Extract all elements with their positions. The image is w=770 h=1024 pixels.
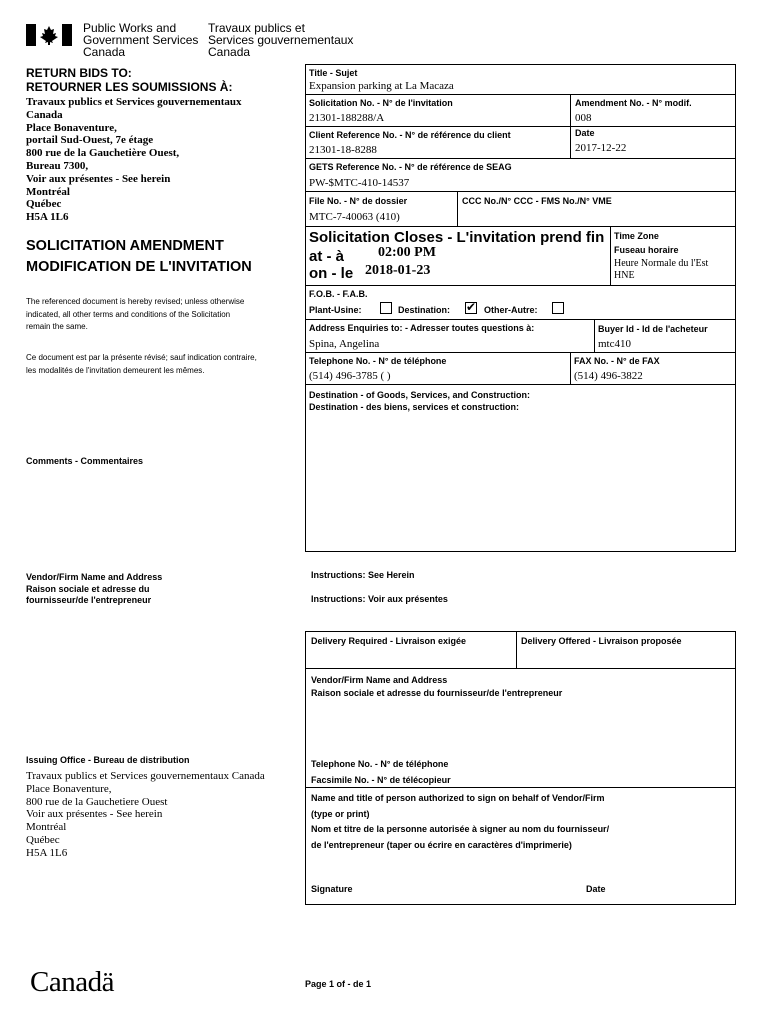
signature-date-label: Date bbox=[586, 884, 606, 894]
destination-checkbox[interactable] bbox=[465, 302, 477, 314]
issuing-office-label: Issuing Office - Bureau de distribution bbox=[26, 755, 190, 765]
ccc-number-label: CCC No./N° CCC - FMS No./N° VME bbox=[462, 196, 612, 206]
notice-english: The referenced document is hereby revised; unless otherwise indicated, all other terms and conditions of the Solicitation remain the same. bbox=[26, 297, 245, 331]
instructions-en: Instructions: See Herein bbox=[311, 570, 415, 580]
vendor-firm-label-right: Vendor/Firm Name and Address Raison sociale et adresse du fournisseur/de l'entrepreneur bbox=[311, 675, 563, 698]
notice-french: Ce document est par la présente révisé; sauf indication contraire, les modalités de l'invitation demeurent les mêmes. bbox=[26, 353, 257, 375]
time-zone-label: Time Zone Fuseau horaire bbox=[614, 231, 679, 255]
amendment-number-label: Amendment No. - N° modif. bbox=[575, 98, 692, 108]
solicitation-closes-label: Solicitation Closes - L'invitation prend fin bbox=[309, 229, 605, 246]
canada-wordmark-logo: Canadä bbox=[30, 966, 114, 998]
gets-reference-label: GETS Reference No. - N° de référence de SEAG bbox=[309, 162, 512, 172]
vendor-telephone-label: Telephone No. - N° de téléphone bbox=[311, 759, 449, 769]
closing-time-value: 02:00 PM bbox=[378, 245, 436, 260]
telephone-value: (514) 496-3785 ( ) bbox=[309, 370, 391, 382]
fax-value: (514) 496-3822 bbox=[574, 370, 643, 382]
delivery-required-label: Delivery Required - Livraison exigée bbox=[311, 636, 467, 646]
solicitation-number-value: 21301-188288/A bbox=[309, 112, 385, 124]
authorized-person-label: Name and title of person authorized to sign on behalf of Vendor/Firm (type or print) Nom et titre de la personne autorisée à signer au nom du fournisseur/ de l'entrepreneur (taper ou écrire en caractères d'imprimerie) bbox=[311, 793, 610, 850]
check-mark-icon: ✔ bbox=[466, 300, 477, 314]
signature-label: Signature bbox=[311, 884, 353, 894]
title-value: Expansion parking at La Macaza bbox=[309, 80, 454, 92]
destination-goods-label: Destination - of Goods, Services, and Construction: Destination - des biens, services et construction: bbox=[309, 390, 531, 412]
on-label: on - le bbox=[309, 265, 354, 282]
amendment-number-value: 008 bbox=[575, 112, 592, 124]
vendor-facsimile-label: Facsimile No. - N° de télécopieur bbox=[311, 775, 451, 785]
other-autre-label: Other-Autre: bbox=[484, 305, 538, 315]
address-enquiries-value: Spina, Angelina bbox=[309, 338, 380, 350]
plant-usine-label: Plant-Usine: bbox=[309, 305, 362, 315]
solicitation-number-label: Solicitation No. - N° de l'invitation bbox=[309, 98, 453, 108]
file-number-label: File No. - N° de dossier bbox=[309, 196, 408, 206]
buyer-id-label: Buyer Id - Id de l'acheteur bbox=[598, 324, 708, 334]
telephone-label: Telephone No. - N° de téléphone bbox=[309, 356, 447, 366]
department-name-fr: Travaux publics et Services gouvernementaux Canada bbox=[208, 21, 354, 59]
gets-reference-value: PW-$MTC-410-14537 bbox=[309, 177, 410, 189]
fob-label: F.O.B. - F.A.B. bbox=[309, 289, 368, 299]
date-label: Date bbox=[575, 128, 595, 138]
instructions-fr: Instructions: Voir aux présentes bbox=[311, 594, 448, 604]
buyer-id-value: mtc410 bbox=[598, 338, 631, 350]
other-autre-checkbox[interactable] bbox=[552, 302, 564, 314]
date-value: 2017-12-22 bbox=[575, 142, 627, 154]
destination-fob-label: Destination: bbox=[398, 305, 451, 315]
comments-label: Comments - Commentaires bbox=[26, 456, 144, 466]
page-number: Page 1 of - de 1 bbox=[305, 979, 372, 989]
fax-label: FAX No. - N° de FAX bbox=[574, 356, 660, 366]
time-zone-value: Heure Normale du l'Est HNE bbox=[614, 258, 709, 281]
return-bids-heading: RETURN BIDS TO: RETOURNER LES SOUMISSIONS À: bbox=[26, 66, 233, 94]
client-reference-value: 21301-18-8288 bbox=[309, 144, 377, 156]
canada-flag-icon bbox=[26, 24, 72, 46]
closing-date-value: 2018-01-23 bbox=[365, 263, 431, 278]
client-reference-label: Client Reference No. - N° de référence du client bbox=[309, 130, 511, 140]
delivery-offered-label: Delivery Offered - Livraison proposée bbox=[521, 636, 682, 646]
vendor-firm-label-left: Vendor/Firm Name and Address Raison sociale et adresse du fournisseur/de l'entrepreneur bbox=[26, 572, 163, 605]
issuing-office-address: Travaux publics et Services gouvernementaux Canada Place Bonaventure, 800 rue de la Gauchetiere Ouest Voir aux présentes - See herein Montréal Québec H5A 1L6 bbox=[26, 770, 265, 859]
department-name-en: Public Works and Government Services Canada bbox=[83, 21, 199, 59]
plant-usine-checkbox[interactable] bbox=[380, 302, 392, 314]
title-label: Title - Sujet bbox=[309, 68, 358, 78]
at-label: at - à bbox=[309, 248, 345, 265]
file-number-value: MTC-7-40063 (410) bbox=[309, 211, 400, 223]
address-enquiries-label: Address Enquiries to: - Adresser toutes questions à: bbox=[309, 323, 535, 333]
return-bids-address: Travaux publics et Services gouvernementaux Canada Place Bonaventure, portail Sud-Ouest, 7e étage 800 rue de la Gauchetière Ouest, Bureau 7300, Voir aux présentes - See herein Montréal Québec H5A 1L6 bbox=[26, 96, 242, 224]
amendment-title: SOLICITATION AMENDMENT MODIFICATION DE L'INVITATION bbox=[26, 238, 252, 275]
